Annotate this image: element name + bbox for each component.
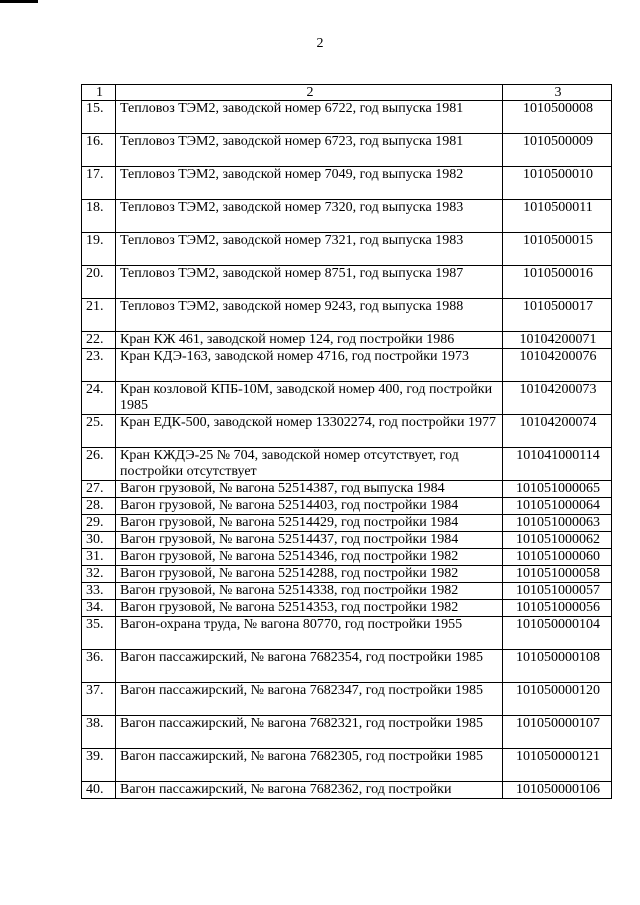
table-row — [82, 233, 612, 266]
table-row — [82, 600, 612, 617]
cell-description: Тепловоз ТЭМ2, заводской номер 7049, год выпуска 1982 — [116, 167, 503, 200]
table-row — [82, 299, 612, 332]
cell-code: 10104200073 — [503, 382, 612, 415]
table-row — [82, 716, 612, 749]
cell-description: Вагон грузовой, № вагона 52514338, год постройки 1982 — [116, 583, 503, 600]
cell-code: 1010500009 — [503, 134, 612, 167]
cell-num: 31. — [82, 549, 116, 566]
cell-num: 23. — [82, 349, 116, 382]
cell-code: 10104200071 — [503, 332, 612, 349]
cell-description: Тепловоз ТЭМ2, заводской номер 6722, год выпуска 1981 — [116, 101, 503, 134]
cell-code: 1010500017 — [503, 299, 612, 332]
cell-code: 1010500015 — [503, 233, 612, 266]
cell-description: Тепловоз ТЭМ2, заводской номер 7320, год выпуска 1983 — [116, 200, 503, 233]
cell-description: Вагон пассажирский, № вагона 7682347, год постройки 1985 — [116, 683, 503, 716]
cell-num: 32. — [82, 566, 116, 583]
cell-num: 15. — [82, 101, 116, 134]
cell-code: 1010500008 — [503, 101, 612, 134]
table-row — [82, 167, 612, 200]
table-row — [82, 332, 612, 349]
header-col-2: 2 — [116, 85, 503, 101]
cell-num: 16. — [82, 134, 116, 167]
cell-num: 36. — [82, 650, 116, 683]
cell-num: 40. — [82, 782, 116, 799]
cell-code: 10104200074 — [503, 415, 612, 448]
cell-code: 101051000056 — [503, 600, 612, 617]
cell-description: Тепловоз ТЭМ2, заводской номер 9243, год выпуска 1988 — [116, 299, 503, 332]
cell-num: 17. — [82, 167, 116, 200]
cell-num: 35. — [82, 617, 116, 650]
table-row — [82, 349, 612, 382]
cell-code: 101051000064 — [503, 498, 612, 515]
table-row — [82, 134, 612, 167]
cell-description: Вагон грузовой, № вагона 52514387, год выпуска 1984 — [116, 481, 503, 498]
cell-description: Вагон пассажирский, № вагона 7682362, год постройки — [116, 782, 503, 799]
cell-num: 25. — [82, 415, 116, 448]
cell-description: Вагон грузовой, № вагона 52514437, год постройки 1984 — [116, 532, 503, 549]
table-row — [82, 683, 612, 716]
table-row — [82, 498, 612, 515]
cell-code: 1010500010 — [503, 167, 612, 200]
cell-num: 20. — [82, 266, 116, 299]
cell-description: Вагон грузовой, № вагона 52514288, год постройки 1982 — [116, 566, 503, 583]
cell-description: Вагон пассажирский, № вагона 7682305, год постройки 1985 — [116, 749, 503, 782]
header-col-1: 1 — [82, 85, 116, 101]
cell-num: 22. — [82, 332, 116, 349]
table-row — [82, 532, 612, 549]
page-number: 2 — [316, 36, 324, 51]
inventory-table — [81, 84, 612, 799]
cell-num: 24. — [82, 382, 116, 415]
table-row — [82, 415, 612, 448]
table-row — [82, 782, 612, 799]
cell-code: 101050000106 — [503, 782, 612, 799]
cell-code: 101051000058 — [503, 566, 612, 583]
cell-description: Кран козловой КПБ-10М, заводской номер 400, год постройки 1985 — [116, 382, 503, 415]
cell-num: 37. — [82, 683, 116, 716]
cell-description: Тепловоз ТЭМ2, заводской номер 7321, год выпуска 1983 — [116, 233, 503, 266]
cell-code: 101050000107 — [503, 716, 612, 749]
table-row — [82, 749, 612, 782]
header-row — [82, 85, 612, 101]
cell-code: 1010500011 — [503, 200, 612, 233]
cell-num: 26. — [82, 448, 116, 481]
cell-num: 27. — [82, 481, 116, 498]
cell-description: Кран КДЭ-163, заводской номер 4716, год постройки 1973 — [116, 349, 503, 382]
cell-num: 21. — [82, 299, 116, 332]
cell-description: Тепловоз ТЭМ2, заводской номер 6723, год выпуска 1981 — [116, 134, 503, 167]
table-row — [82, 549, 612, 566]
cell-num: 38. — [82, 716, 116, 749]
table-row — [82, 382, 612, 415]
table-row — [82, 650, 612, 683]
table-row — [82, 515, 612, 532]
cell-code: 101051000062 — [503, 532, 612, 549]
table-row — [82, 566, 612, 583]
cell-num: 30. — [82, 532, 116, 549]
cell-description: Вагон грузовой, № вагона 52514429, год постройки 1984 — [116, 515, 503, 532]
table-row — [82, 101, 612, 134]
cell-description: Вагон пассажирский, № вагона 7682321, год постройки 1985 — [116, 716, 503, 749]
cell-description: Вагон грузовой, № вагона 52514346, год постройки 1982 — [116, 549, 503, 566]
table-row — [82, 448, 612, 481]
cell-code: 101051000065 — [503, 481, 612, 498]
cell-num: 29. — [82, 515, 116, 532]
cell-description: Кран КЖДЭ-25 № 704, заводской номер отсутствует, год постройки отсутствует — [116, 448, 503, 481]
table-row — [82, 200, 612, 233]
cell-code: 101050000121 — [503, 749, 612, 782]
cell-code: 101050000120 — [503, 683, 612, 716]
corner-mark — [0, 0, 38, 3]
cell-description: Кран КЖ 461, заводской номер 124, год постройки 1986 — [116, 332, 503, 349]
table-row — [82, 617, 612, 650]
cell-num: 33. — [82, 583, 116, 600]
cell-code: 101051000057 — [503, 583, 612, 600]
cell-code: 101041000114 — [503, 448, 612, 481]
cell-description: Тепловоз ТЭМ2, заводской номер 8751, год выпуска 1987 — [116, 266, 503, 299]
table-body — [82, 85, 612, 799]
table-row — [82, 583, 612, 600]
cell-code: 101050000108 — [503, 650, 612, 683]
cell-num: 19. — [82, 233, 116, 266]
cell-num: 34. — [82, 600, 116, 617]
cell-code: 1010500016 — [503, 266, 612, 299]
cell-description: Вагон грузовой, № вагона 52514403, год постройки 1984 — [116, 498, 503, 515]
cell-description: Вагон грузовой, № вагона 52514353, год постройки 1982 — [116, 600, 503, 617]
cell-code: 101051000063 — [503, 515, 612, 532]
cell-num: 28. — [82, 498, 116, 515]
cell-num: 39. — [82, 749, 116, 782]
cell-description: Вагон пассажирский, № вагона 7682354, год постройки 1985 — [116, 650, 503, 683]
cell-description: Вагон-охрана труда, № вагона 80770, год постройки 1955 — [116, 617, 503, 650]
cell-description: Кран ЕДК-500, заводской номер 13302274, год постройки 1977 — [116, 415, 503, 448]
header-col-3: 3 — [503, 85, 612, 101]
cell-num: 18. — [82, 200, 116, 233]
table-row — [82, 481, 612, 498]
cell-code: 101051000060 — [503, 549, 612, 566]
cell-code: 101050000104 — [503, 617, 612, 650]
table-row — [82, 266, 612, 299]
cell-code: 10104200076 — [503, 349, 612, 382]
